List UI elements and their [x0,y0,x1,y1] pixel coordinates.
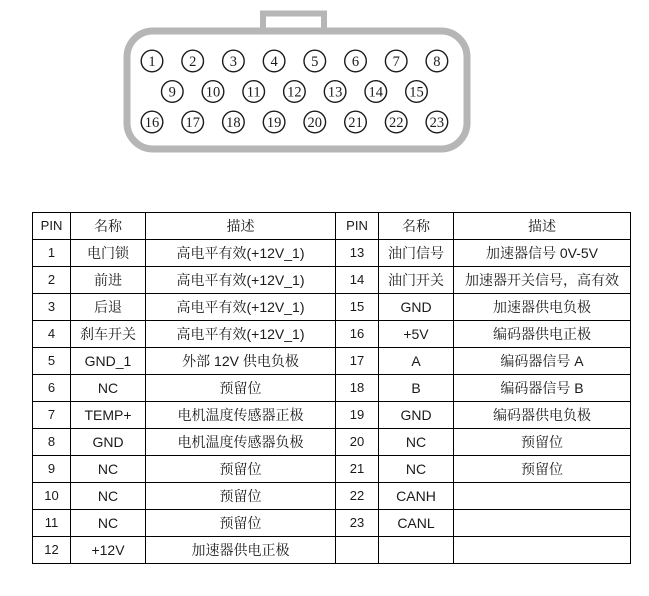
table-row [33,267,631,294]
desc-cell: 预留位 [146,375,336,402]
header-cell-name-right: 名称 [379,213,454,240]
name-cell: NC [71,456,146,483]
name-cell: +12V [71,537,146,564]
table-row [33,294,631,321]
header-cell-name-left: 名称 [71,213,146,240]
desc-cell: 高电平有效(+12V_1) [146,267,336,294]
pin-cell: 4 [33,321,71,348]
pin-cell: 3 [33,294,71,321]
name-cell: CANH [379,483,454,510]
desc-cell: 编码器信号 B [454,375,631,402]
desc-cell [454,537,631,564]
pin-cell: 1 [33,240,71,267]
desc-cell: 加速器开关信号，高有效 [454,267,631,294]
name-cell: B [379,375,454,402]
pin-number: 18 [226,115,241,131]
name-cell: A [379,348,454,375]
pin-cell: 23 [336,510,379,537]
pin-cell: 8 [33,429,71,456]
pin-number: 21 [348,115,363,131]
pin-number: 23 [429,115,445,131]
pin-number: 15 [409,84,424,101]
header-cell-desc-right: 描述 [454,213,631,240]
name-cell: NC [379,456,454,483]
desc-cell: 高电平有效(+12V_1) [146,321,336,348]
name-cell: GND [71,429,146,456]
name-cell: +5V [379,321,454,348]
table-row [33,240,631,267]
pin-cell: 10 [33,483,71,510]
pin-cell [336,537,379,564]
header-cell-desc-left: 描述 [146,213,336,240]
name-cell: NC [379,429,454,456]
desc-cell: 加速器供电正极 [146,537,336,564]
desc-cell: 电机温度传感器正极 [146,402,336,429]
pin-cell: 16 [336,321,379,348]
table-row [33,348,631,375]
connector-diagram [0,0,649,180]
desc-cell: 外部 12V 供电负极 [146,348,336,375]
pin-number: 14 [368,84,384,101]
name-cell: GND [379,402,454,429]
table-row [33,537,631,564]
pin-cell: 12 [33,537,71,564]
desc-cell: 预留位 [454,456,631,483]
pin-number: 4 [270,54,278,70]
desc-cell [454,510,631,537]
table-row [33,429,631,456]
name-cell: NC [71,375,146,402]
desc-cell: 预留位 [146,456,336,483]
pin-number: 3 [229,54,238,70]
desc-cell: 编码器供电正极 [454,321,631,348]
desc-cell: 编码器信号 A [454,348,631,375]
table-row [33,483,631,510]
pin-number: 1 [148,54,156,70]
name-cell: TEMP+ [71,402,146,429]
table-row [33,321,631,348]
pin-cell: 22 [336,483,379,510]
pin-cell: 9 [33,456,71,483]
pin-number: 17 [185,115,200,131]
desc-cell: 预留位 [146,483,336,510]
pin-cell: 11 [33,510,71,537]
desc-cell: 电机温度传感器负极 [146,429,336,456]
pin-cell: 15 [336,294,379,321]
pin-number: 6 [351,54,360,70]
name-cell: NC [71,510,146,537]
pin-number: 10 [205,84,221,101]
pinout-table [32,212,631,564]
pin-cell: 18 [336,375,379,402]
pin-number: 20 [307,115,323,131]
pin-number: 7 [392,54,400,70]
header-cell-pin-left: PIN [33,213,71,240]
desc-cell: 加速器信号 0V-5V [454,240,631,267]
pin-cell: 5 [33,348,71,375]
table-row [33,402,631,429]
pinout-table-body [33,240,631,564]
table-row [33,510,631,537]
pin-number: 2 [189,54,197,70]
name-cell: GND_1 [71,348,146,375]
desc-cell: 预留位 [146,510,336,537]
pin-number: 22 [388,115,404,131]
pin-cell: 2 [33,267,71,294]
table-header-row [33,213,631,240]
name-cell: 油门信号 [379,240,454,267]
pin-number: 13 [327,84,343,101]
pin-cell: 20 [336,429,379,456]
name-cell [379,537,454,564]
pin-cell: 14 [336,267,379,294]
pin-cell: 7 [33,402,71,429]
pin-cell: 21 [336,456,379,483]
name-cell: 前进 [71,267,146,294]
desc-cell: 高电平有效(+12V_1) [146,294,336,321]
desc-cell: 加速器供电负极 [454,294,631,321]
pin-number: 11 [246,84,261,101]
name-cell: 刹车开关 [71,321,146,348]
desc-cell: 编码器供电负极 [454,402,631,429]
name-cell: 油门开关 [379,267,454,294]
header-cell-pin-right: PIN [336,213,379,240]
desc-cell: 预留位 [454,429,631,456]
table-row [33,375,631,402]
pin-number: 5 [311,54,319,70]
pin-number: 16 [144,115,160,131]
name-cell: 电门锁 [71,240,146,267]
pin-number: 9 [168,84,176,101]
pin-cell: 6 [33,375,71,402]
name-cell: NC [71,483,146,510]
desc-cell: 高电平有效(+12V_1) [146,240,336,267]
pin-number: 8 [433,54,441,70]
pin-number: 19 [266,115,282,131]
table-row [33,456,631,483]
name-cell: 后退 [71,294,146,321]
pin-cell: 13 [336,240,379,267]
desc-cell [454,483,631,510]
pin-cell: 19 [336,402,379,429]
pin-number: 12 [287,84,302,101]
name-cell: GND [379,294,454,321]
name-cell: CANL [379,510,454,537]
pin-cell: 17 [336,348,379,375]
